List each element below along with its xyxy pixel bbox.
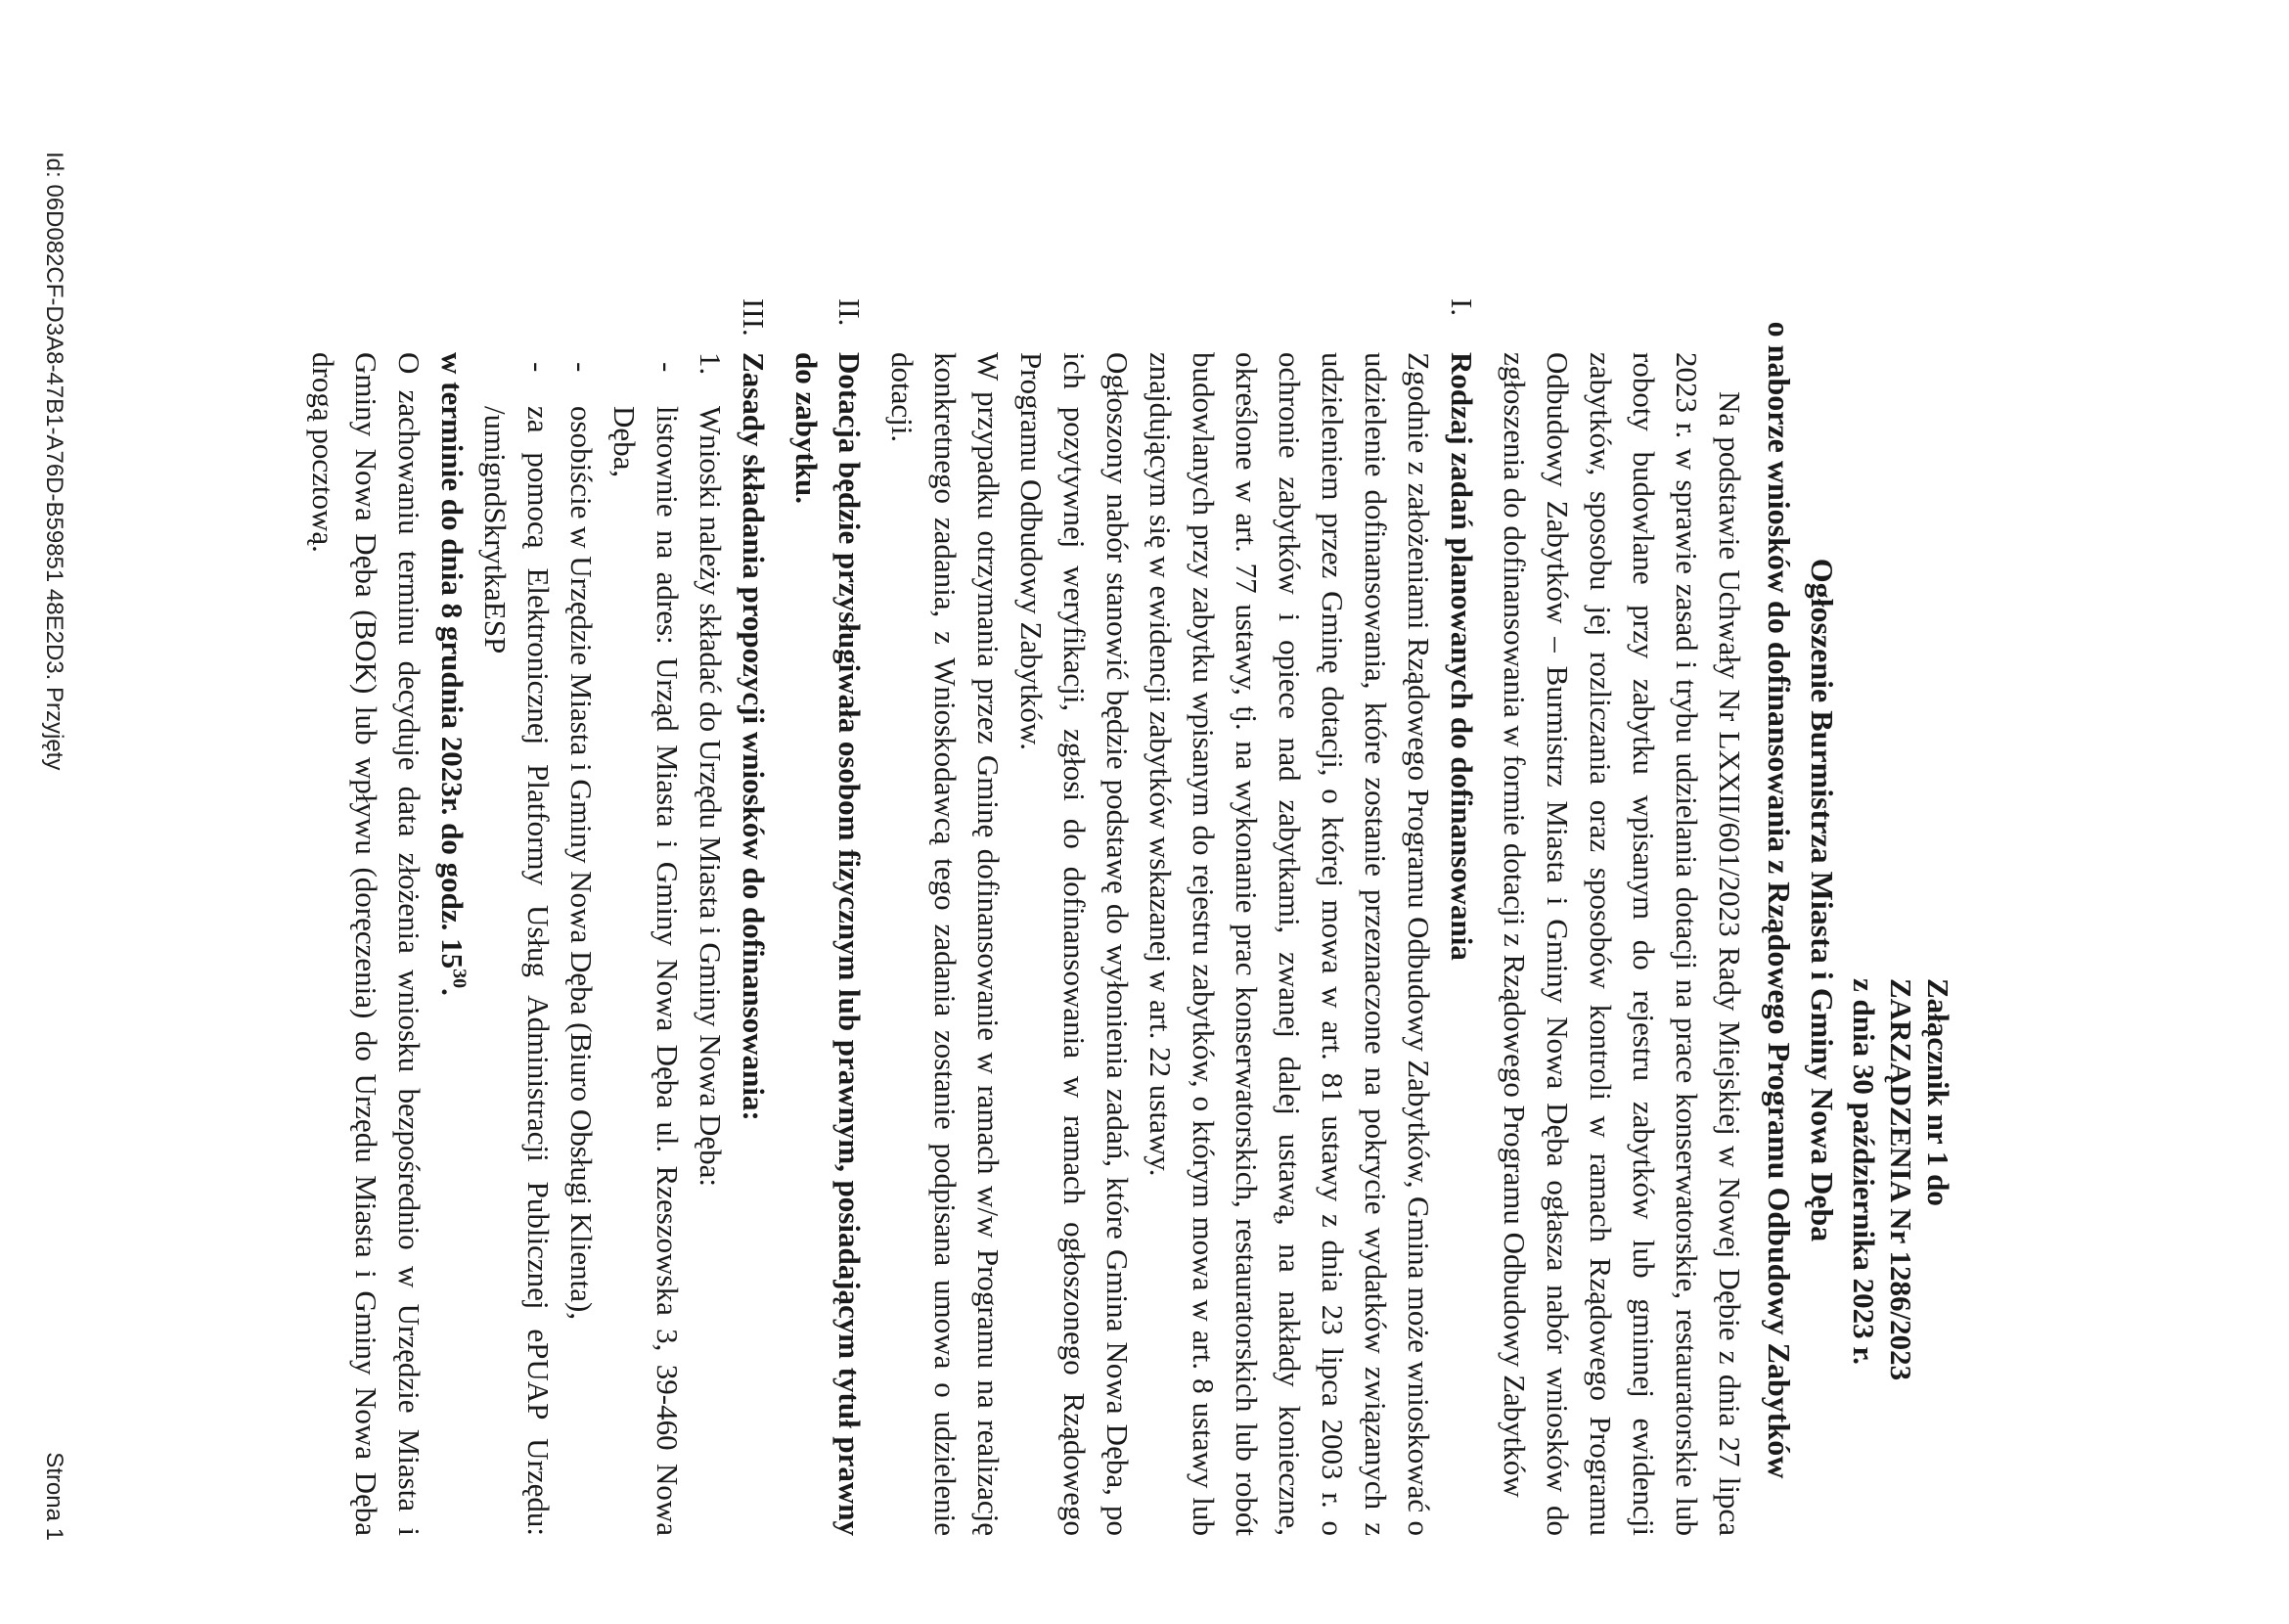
section-3 bbox=[301, 298, 775, 1536]
section-1 bbox=[880, 298, 1483, 1536]
dash-bullet: - bbox=[651, 362, 685, 373]
submission-option-epuap bbox=[473, 352, 560, 1536]
section-2-text: Dotacja będzie przysługiwała osobom fizycznym lub prawnym, posiadającym tytuł prawny do zabytku. bbox=[789, 352, 867, 1536]
section-2-number: II. bbox=[832, 298, 867, 327]
deadline-minutes: 30 bbox=[448, 969, 471, 989]
section-3-number: III. bbox=[737, 298, 771, 337]
attachment-header bbox=[1845, 978, 1956, 1526]
section-2 bbox=[785, 298, 871, 1536]
page-number: Strona 1 bbox=[41, 1452, 67, 1541]
section-1-title: Rodzaj zadań planowanych do dofinansowania bbox=[1445, 352, 1479, 961]
document-body bbox=[301, 298, 1751, 1536]
section-3-item-1 bbox=[689, 352, 732, 1536]
intro-paragraph: Na podstawie Uchwały Nr LXXII/601/2023 Rady Miejskiej w Nowej Dębie z dnia 27 lipca 2023 r. w sprawie zasad i trybu udzielania dotacji na prace konserwatorskie, restauratorskie lub roboty budowlane przy zabytku wpisanym do rejestru zabytków lub gminnej ewidencji zabytków, sposobu jej rozliczania oraz sposobów kontroli w ramach Rządowego Programu Odbudowy Zabytków – Burmistrz Miasta i Gminy Nowa Dęba ogłasza nabór wniosków do zgłoszenia do dofinansowania w formie dotacji z Rządowego Programu Odbudowy Zabytków bbox=[1498, 352, 1747, 1536]
deadline bbox=[430, 352, 473, 1536]
section-1-paragraph-2: Ogłoszony nabór stanowić będzie podstawę do wyłonienia zadań, które Gmina Nowa Dęba, po ich pozytywnej weryfikacji, zgłosi do dofinansowania w ramach ogłoszonego Rządowego Programu Odbudowy Zabytków. bbox=[1014, 352, 1135, 1536]
section-1-paragraph-1: Zgodnie z założeniami Rządowego Programu Odbudowy Zabytków, Gmina może wnioskować o udzielenie dofinansowania, które zostanie przeznaczone na pokrycie wydatków związanych z udzieleniem przez Gminę dotacji, o której mowa w art. 81 ustawy z dnia 23 lipca 2003 r. o ochronie zabytków i opiece nad zabytkami, zwanej dalej ustawą, na nakłady konieczne, określone w art. 77 ustawy, tj. na wykonanie prac konserwatorskich, restauratorskich lub robót budowlanych przy zabytku wpisanym do rejestru zabytków, o którym mowa w art. 8 ustawy lub znajdującym się w ewidencji zabytków wskazanej w art. 22 ustawy. bbox=[1144, 352, 1436, 1536]
submission-option-in-person bbox=[560, 352, 603, 1536]
attachment-line-1: Załącznik nr 1 do bbox=[1921, 978, 1955, 1206]
section-3-title: Zasady składania propozycji wniosków do dofinansowania: bbox=[737, 352, 771, 1121]
item-1-text: Wnioski należy składać do Urzędu Miasta i Gminy Nowa Dęba: bbox=[694, 406, 728, 1188]
title-line-2: o naborze wniosków do dofinansowania z Rządowego Programu Odbudowy Zabytków bbox=[1762, 321, 1797, 1479]
attachment-line-3: z dnia 30 października 2023 r. bbox=[1847, 978, 1881, 1365]
closing-paragraph: O zachowaniu terminu decyduje data złożenia wniosku bezpośrednio w Urzędzie Miasta i Gminy Nowa Dęba (BOK) lub wpływu (doręczenia) do Urzędu Miasta i Gminy Nowa Dęba drogą pocztową. bbox=[306, 352, 426, 1536]
document-id: Id: 06D082CF-D3A8-47B1-A76D-B59851 48E2D3. Przyjęty bbox=[41, 152, 67, 771]
section-1-number: I. bbox=[1445, 298, 1479, 317]
title-line-1: Ogłoszenie Burmistrza Miasta i Gminy Nowa Dęba bbox=[1805, 558, 1840, 1242]
bullet-1-text: listownie na adres: Urząd Miasta i Gminy Nowa Dęba ul. Rzeszowska 3, 39-460 Nowa Dęba, bbox=[607, 406, 685, 1536]
announcement-title bbox=[1758, 176, 1844, 1624]
dash-bullet: - bbox=[521, 362, 556, 373]
item-1-number: 1. bbox=[694, 352, 728, 376]
deadline-end: . bbox=[435, 988, 470, 996]
section-1-paragraph-3: W przypadku otrzymania przez Gminę dofinansowanie w ramach w/w Programu na realizację konkretnego zadania, z Wnioskodawcą tego zadania zostanie podpisana umowa o udzielenie dotacji. bbox=[885, 352, 1006, 1536]
deadline-text: w terminie do dnia 8 grudnia 2023r. do godz. 15 bbox=[435, 352, 470, 970]
submission-option-mail bbox=[603, 352, 689, 1536]
bullet-2-text: osobiście w Urzędzie Miasta i Gminy Nowa Dęba (Biuro Obsługi Klienta), bbox=[564, 406, 599, 1321]
dash-bullet: - bbox=[564, 362, 599, 373]
attachment-line-2: ZARZĄDZENIA Nr 1286/2023 bbox=[1884, 978, 1918, 1381]
bullet-3-text: za pomocą Elektronicznej Platformy Usług Administracji Publicznej ePUAP Urzędu: /umigndSkrytkaESP bbox=[478, 406, 556, 1536]
